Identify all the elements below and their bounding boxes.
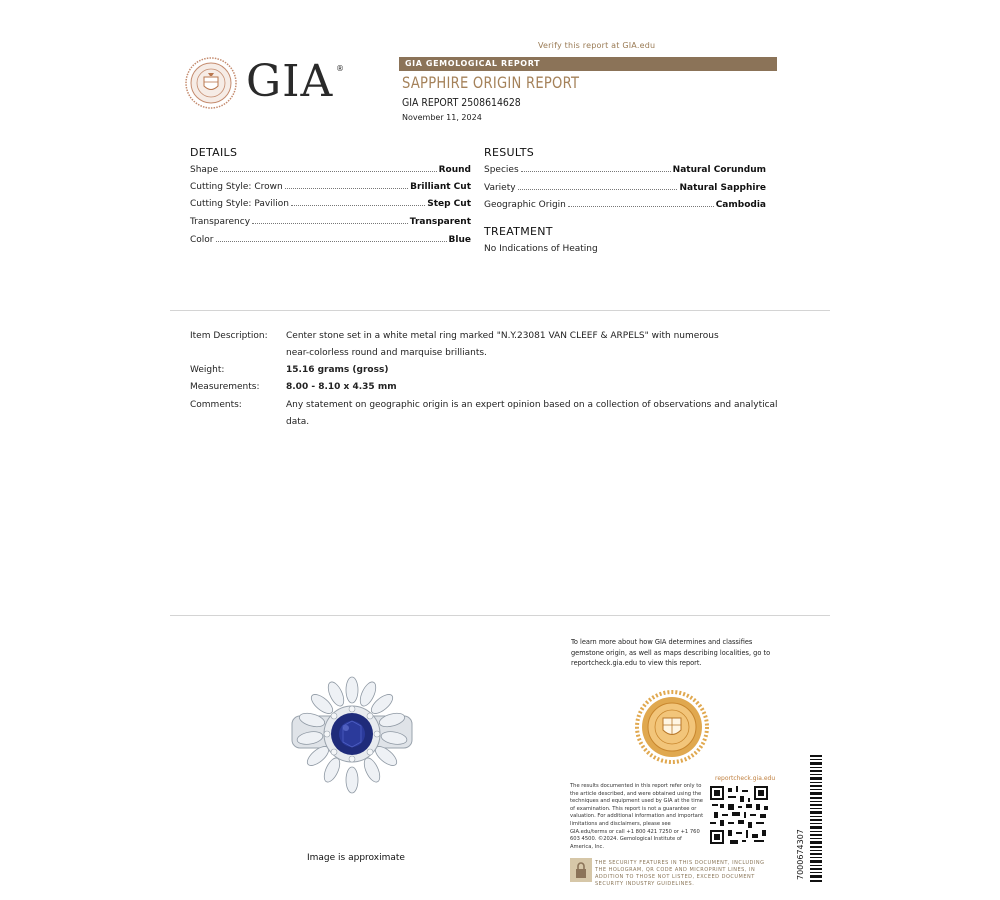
weight-label: Weight:	[190, 365, 225, 375]
results-row	[484, 200, 766, 213]
gold-seal-icon	[635, 690, 709, 764]
report-date: November 11, 2024	[402, 113, 482, 122]
results-heading: RESULTS	[484, 146, 535, 159]
results-label: Geographic Origin	[484, 200, 566, 210]
security-note: THE SECURITY FEATURES IN THIS DOCUMENT, INCLUDING THE HOLOGRAM, QR CODE AND MICROPRINT LINES, IN ADDITION TO THOSE NOT LISTED, EXCEED DOCUMENT SECURITY INDUSTRY GUIDELINES.	[595, 860, 765, 887]
results-value: Natural Corundum	[672, 165, 766, 175]
details-label: Cutting Style: Pavilion	[190, 199, 289, 209]
measurements-label: Measurements:	[190, 382, 260, 392]
details-value: Round	[438, 165, 471, 175]
divider	[170, 310, 830, 311]
ring-image	[288, 676, 416, 798]
gia-logo-text: GIA	[246, 56, 334, 107]
details-row	[190, 199, 471, 212]
results-value: Natural Sapphire	[679, 183, 766, 193]
gia-seal-icon	[185, 57, 237, 109]
report-type-band: GIA GEMOLOGICAL REPORT	[399, 57, 777, 71]
reportcheck-url[interactable]: reportcheck.gia.edu	[715, 775, 776, 782]
details-row	[190, 217, 471, 230]
lock-icon	[570, 858, 592, 882]
report-title: SAPPHIRE ORIGIN REPORT	[402, 73, 580, 92]
comments-line1: Any statement on geographic origin is an expert opinion based on a collection of observations and analytical	[286, 400, 778, 410]
disclaimer-text: The results documented in this report refer only to the article described, and were obtained using the techniques and equipment used by GIA at the time of examination. This report is not a guarantee or valuation. For additional information and important limitations and disclaimers, please see GIA.edu/terms or call +1 800 421 7250 or +1 760 603 4500. ©2024. Gemological Institute of America, Inc.	[570, 783, 704, 850]
details-label: Shape	[190, 165, 219, 175]
barcode-number: 7000674307	[796, 829, 805, 880]
details-value: Blue	[448, 235, 471, 245]
details-label: Transparency	[190, 217, 251, 227]
verify-link[interactable]: Verify this report at GIA.edu	[538, 41, 656, 50]
details-label: Cutting Style: Crown	[190, 182, 283, 192]
results-label: Species	[484, 165, 519, 175]
comments-label: Comments:	[190, 400, 242, 410]
item-description-line1: Center stone set in a white metal ring marked "N.Y.23081 VAN CLEEF & ARPELS" with numerous	[286, 331, 719, 341]
details-row	[190, 235, 471, 248]
details-value: Transparent	[409, 217, 471, 227]
details-row	[190, 165, 471, 178]
details-heading: DETAILS	[190, 146, 238, 159]
results-value: Cambodia	[715, 200, 766, 210]
image-caption: Image is approximate	[307, 853, 405, 863]
measurements-value: 8.00 - 8.10 x 4.35 mm	[286, 382, 397, 392]
details-row	[190, 182, 471, 195]
results-label: Variety	[484, 183, 516, 193]
results-row	[484, 165, 766, 178]
weight-value: 15.16 grams (gross)	[286, 365, 389, 375]
barcode-icon	[810, 755, 822, 883]
report-number: GIA REPORT 2508614628	[402, 96, 521, 109]
results-row	[484, 183, 766, 196]
treatment-value: No Indications of Heating	[484, 244, 598, 254]
registered-mark: ®	[336, 64, 344, 73]
details-value: Brilliant Cut	[410, 182, 471, 192]
item-description-line2: near-colorless round and marquise brilliants.	[286, 348, 487, 358]
qr-code-icon[interactable]	[710, 786, 768, 844]
learn-more-text: To learn more about how GIA determines and classifies gemstone origin, as well as maps describing localities, go to reportcheck.gia.edu to view this report.	[571, 638, 771, 667]
details-value: Step Cut	[427, 199, 471, 209]
comments-line2: data.	[286, 417, 310, 427]
treatment-heading: TREATMENT	[484, 225, 553, 238]
details-label: Color	[190, 235, 214, 245]
divider	[170, 615, 830, 616]
item-description-label: Item Description:	[190, 331, 268, 341]
